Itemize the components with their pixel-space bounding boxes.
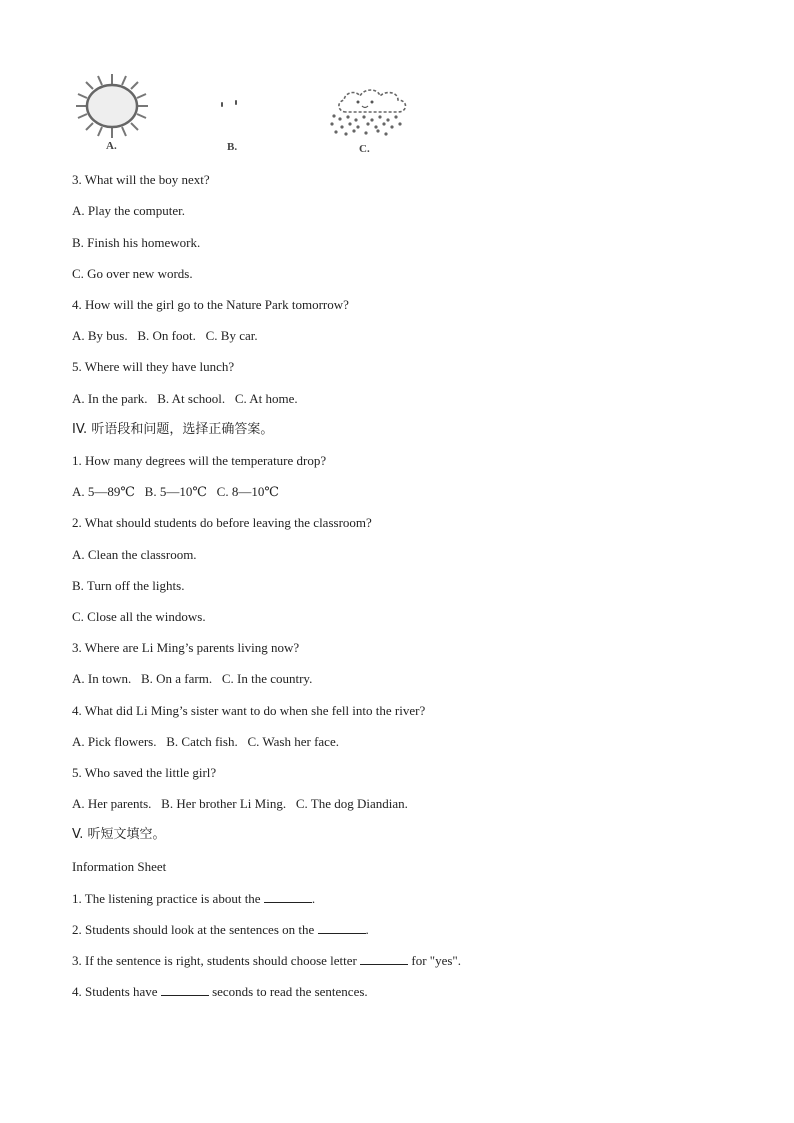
iv-q3-options: A. In town. B. On a farm. C. In the country. xyxy=(72,671,313,686)
fill-line-2-end: . xyxy=(365,922,369,937)
iv-question-3: 3. Where are Li Ming’s parents living now? xyxy=(72,640,300,655)
fill-line-3 xyxy=(72,952,461,969)
fill-line-1 xyxy=(72,890,315,907)
q3-option-a: A. Play the computer. xyxy=(72,203,186,218)
fill-line-2-text: 2. Students should look at the sentences on the xyxy=(72,922,318,937)
fill-line-4 xyxy=(72,983,368,1000)
option-c-label: C. xyxy=(359,143,370,155)
iv-question-4: 4. What did Li Ming’s sister want to do when she fell into the river? xyxy=(72,703,426,718)
iv-q5-options: A. Her parents. B. Her brother Li Ming. C. The dog Diandian. xyxy=(72,796,408,811)
iv-question-5: 5. Who saved the little girl? xyxy=(72,765,217,780)
fill-line-4-text: 4. Students have xyxy=(72,984,161,999)
question-4: 4. How will the girl go to the Nature Park tomorrow? xyxy=(72,297,349,312)
fill-line-1-text: 1. The listening practice is about the xyxy=(72,891,264,906)
option-b-label: B. xyxy=(227,141,238,153)
iv-q1-options: A. 5—89℃ B. 5—10℃ C. 8—10℃ xyxy=(72,484,279,499)
fill-line-3-end: for "yes". xyxy=(408,953,461,968)
q4-options: A. By bus. B. On foot. C. By car. xyxy=(72,328,258,343)
q3-option-c: C. Go over new words. xyxy=(72,266,193,281)
blank-1[interactable] xyxy=(264,890,312,903)
fill-line-1-end: . xyxy=(311,891,316,906)
section-iv-heading: IV. 听语段和问题，选择正确答案。 xyxy=(72,422,274,437)
question-5: 5. Where will they have lunch? xyxy=(72,359,235,374)
fill-line-3-text: 3. If the sentence is right, students should choose letter xyxy=(72,953,361,968)
iv-question-1: 1. How many degrees will the temperature drop? xyxy=(72,453,327,468)
iv-q2-option-a: A. Clean the classroom. xyxy=(72,547,197,562)
light-rain-icon xyxy=(216,96,242,106)
sun-icon xyxy=(74,72,150,140)
option-a-label: A. xyxy=(106,140,117,152)
blank-4[interactable] xyxy=(161,983,209,996)
rain-cloud-icon xyxy=(328,86,410,140)
fill-line-4-end: seconds to read the sentences. xyxy=(208,984,368,999)
blank-3[interactable] xyxy=(360,952,408,965)
question-3: 3. What will the boy next? xyxy=(72,172,210,187)
iv-q2-option-c: C. Close all the windows. xyxy=(72,609,206,624)
q3-option-b: B. Finish his homework. xyxy=(72,235,201,250)
blank-2[interactable] xyxy=(318,921,366,934)
fill-line-2 xyxy=(72,921,369,938)
iv-q2-option-b: B. Turn off the lights. xyxy=(72,578,185,593)
q5-options: A. In the park. B. At school. C. At home. xyxy=(72,391,298,406)
information-sheet-title: Information Sheet xyxy=(72,859,167,874)
iv-question-2: 2. What should students do before leaving the classroom? xyxy=(72,515,372,530)
section-v-heading: V. 听短文填空。 xyxy=(72,827,166,842)
iv-q4-options: A. Pick flowers. B. Catch fish. C. Wash her face. xyxy=(72,734,339,749)
picture-options xyxy=(0,0,794,165)
